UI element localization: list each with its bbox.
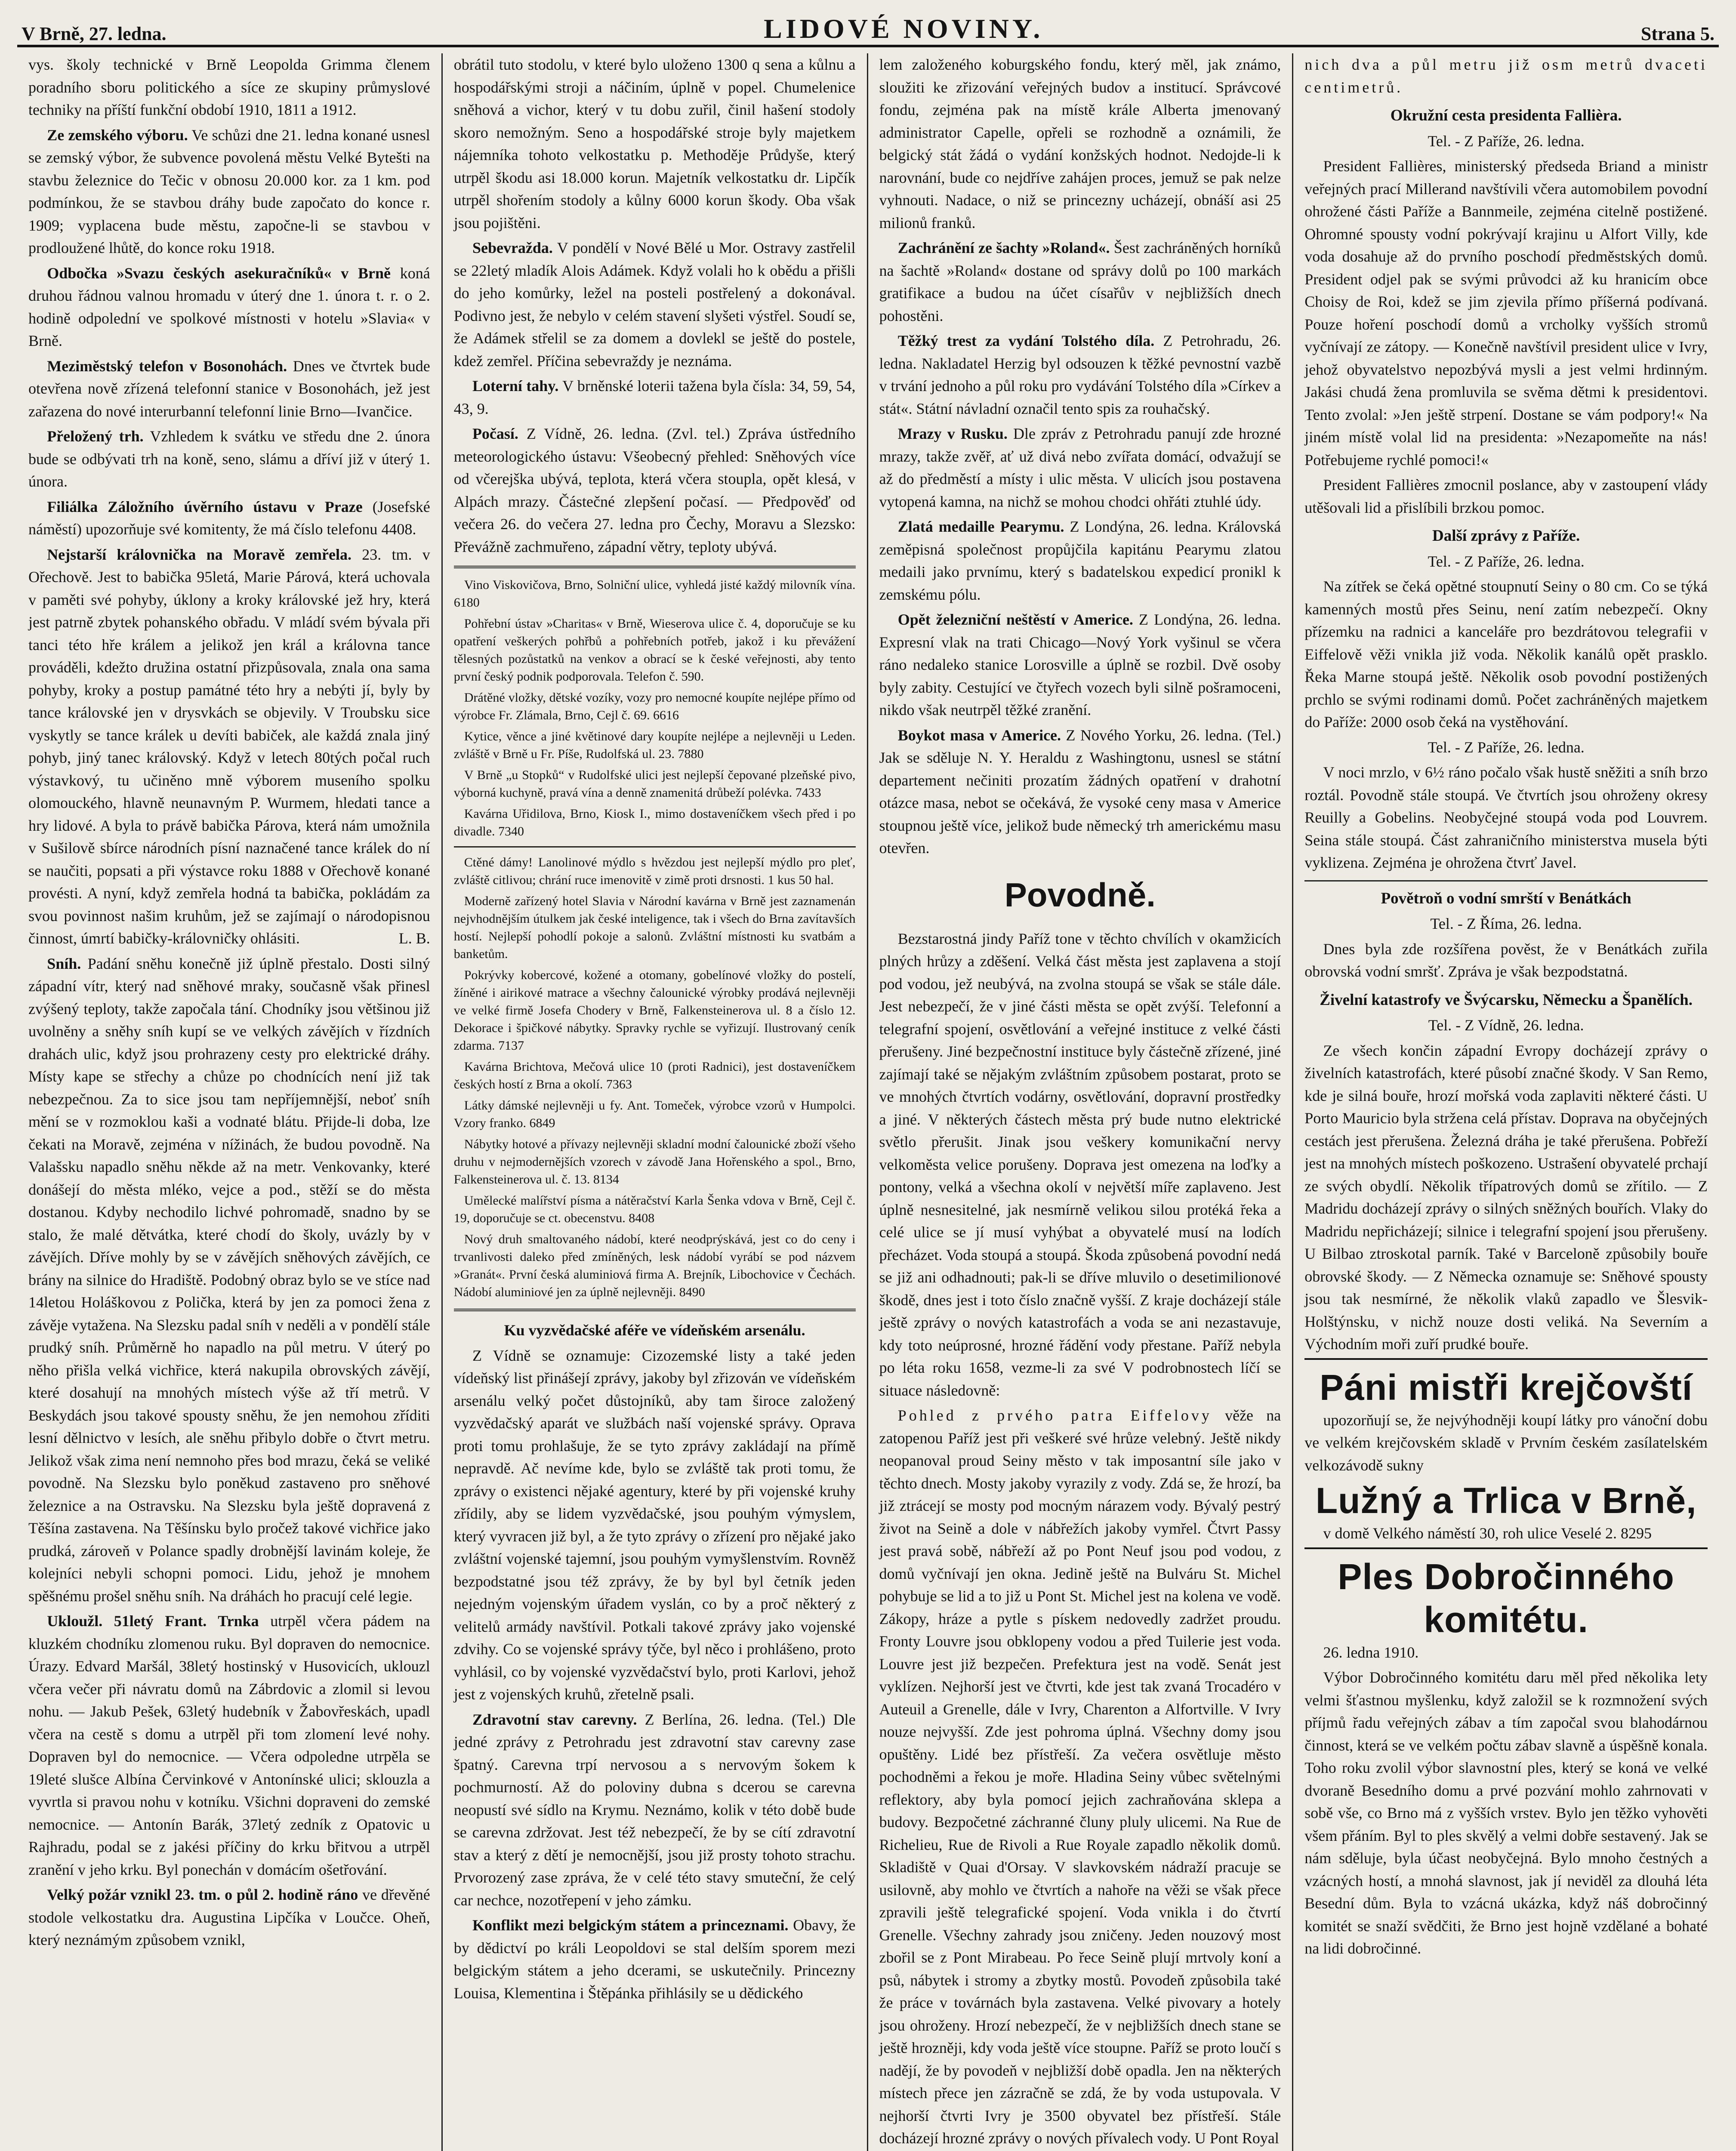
news-heading: Ukloužl. 51letý Frant. Trnka xyxy=(47,1612,259,1630)
news-heading: Opět železniční neštěstí v Americe. xyxy=(897,611,1133,628)
article-text: Výbor Dobročinného komitétu daru měl před několika lety velmi šťastnou myšlenku, když založil se k rozmnožení svých příjmů řadu veřejných zábav a tím započal svou blahodárnou činnost, která se ve velkém počtu zábav slavně a úspěšně konala. Toho roku zvolil výbor slavnostní ples, který se koná ve velké dvoraně Besedního domu a prvé pozvání mohlo zahrnovati v sobě vše, co Brno má z vyšších vrstev. Bylo jen těžko vyhověti všem přáním. Byl to ples skvělý a velmi dobře sestavený. Jak se nám sděluje, byla účast neobyčejná. Bylo mnoho čestných a vzácných hostí, a mnohá slavnost, jak jí neviděl za dlouhá léta Besední dům. Byla to vzácná ukázka, když náš dobročinný komitét se snaží svědčiti, že Brno jest hojně vzdělané a bohaté na lidi dobročinné. xyxy=(1304,1669,1708,1957)
article-lead: Pohled z prvého patra Eiffelovy xyxy=(897,1407,1212,1424)
tailor-advertisement xyxy=(1304,1358,1708,1545)
news-heading: Odbočka »Svazu českých asekuračníků« v Brně xyxy=(47,264,391,282)
ad-item: V Brně „u Stopků“ v Rudolfské ulici jest nejlepší čepované plzeňské pivo, výborná kuchyně, pravá vína a denně znamenitá drůbeží polévka. 7433 xyxy=(453,768,856,800)
ad-item: Nový druh smaltovaného nádobí, které neodprýskává, jest co do ceny i trvanlivosti daleko před zmíněných, lesk nádobí vyrábí se pod názvem »Granát«. První česká aluminiová firma A. Brejník, Libochovice v Čechách. Nádobí aluminiové jen za úplně nejlevněji. 8490 xyxy=(453,1232,856,1299)
news-heading: Boykot masa v Americe. xyxy=(897,726,1061,744)
signature: L. B. xyxy=(398,930,430,947)
dateline: Tel. - Z Říma, 26. ledna. xyxy=(1430,915,1582,932)
news-text: Ze všech končin západní Evropy docházejí zprávy o živelních katastrofách, které působí značné škody. V San Remo, kde je silná bouře, hrozí mořská voda zaplaviti některé části. U Porto Mauricio byla stržena celá přístav. Doprava na obyčejných cestách jest přerušena. Železná dráha je také přerušena. Pobřeží jest na mnohých místech poškozeno. Ustrašení obyvatelé prchají ze svých obydlí. Několik třípatrových domů se zřítilo. — Z Madridu docházejí zprávy o silných sněžných bouřích. Vlaky do Madridu nepřicházejí; silnice i telegrafní spojení jsou přerušeny. U Bilbao ztroskotal parník. Také v Barceloně způsobily bouře obrovské škody. — Z Německa oznamuje se: Sněhové spousty jsou tak nesmírné, že několik vlaků zapadlo ve Šlesvik-Holštýnsku, v nichž nouze dosti veliká. Na Severním a Východním moři zuří prudké bouře. xyxy=(1304,1042,1708,1353)
ad-item: Drátěné vložky, dětské vozíky, vozy pro nemocné koupíte nejlépe přímo od výrobce Fr. Zlámala, Brno, Cejl č. 69. 6616 xyxy=(453,690,856,722)
news-item xyxy=(28,425,430,493)
ad-item: Pohřební ústav »Charitas« v Brně, Wieserova ulice č. 4, doporučuje se ku opatření veškerých pohřbů a pohřebních potřeb, jakož i ku převážení tělesných pozůstatků na venkov a obrací se k české veřejnosti, aby tento první český podnik podporovala. Telefon č. 590. xyxy=(453,616,856,684)
news-heading: Zachránění ze šachty »Roland«. xyxy=(897,239,1110,256)
news-heading: Počasí. xyxy=(472,425,518,442)
news-text: President Fallières zmocnil poslance, aby v zastoupení vlády utěšovali lid a přislíbili brzkou pomoc. xyxy=(1304,476,1708,516)
news-item xyxy=(28,262,430,352)
ad-address: v domě Velkého náměstí 30, roh ulice Veselé 2. 8295 xyxy=(1323,1525,1652,1542)
ad-item: Pokrývky kobercové, kožené a otomany, gobelínové vložky do postelí, žíněné i airikové matrace a všechny čalounické výrobky prodává nejlevněji ve velké firmě Josefa Chodery v Brně, Falkensteinerova ul. 8 a číslo 12. Dekorace i špičkové nábytky. Spravky rychle se vyřizují. Ilustrovaný ceník zdarma. 7137 xyxy=(453,968,856,1053)
news-heading xyxy=(454,1319,856,1342)
ad-item: Kytice, věnce a jiné květinové dary koupíte nejlépe a nejlevněji u Leden. zvláště v Brně u Fr. Píše, Rudolfská ul. 23. 7880 xyxy=(453,729,856,761)
news-text: Dle jedné zprávy z Petrohradu jest zdravotní stav carevny zase špatný. Carevna trpí nervosou a s nervovým šokem k pochmurností. Až do poloviny dubna s dcerou se carevna neopustí své sídlo na Krymu. Neznámo, kolik v této době bude se carevna zdržovat. Jest též nebezpečí, že by se cítí zdravotní stav a který z dětí je nemocnější, jsou již prosty tohoto strachu. Prvorozený zase zpráva, že v celé této stavy smuteční, že celý car nechce, nozotřepení v jeho zámku. xyxy=(453,1710,856,1909)
news-text: Vzhledem k svátku ve středu dne 2. února bude se odbývati trh na koně, seno, slámu a dříví již v úterý 1. února. xyxy=(28,428,430,490)
ad-item: Umělecké malířství písma a nátěračství Karla Šenka vdova v Brně, Cejl č. 19, doporučuje se ct. obecenstvu. 8408 xyxy=(453,1193,856,1225)
ad-item: Ctěné dámy! Lanolinové mýdlo s hvězdou jest nejlepší mýdlo pro pleť, zvláště citlivou; chrání ruce imenovitě v zimě proti drsnosti. 1 kus 50 hal. xyxy=(453,855,856,887)
column-1 xyxy=(17,53,443,2151)
news-heading: Meziměstský telefon v Bosonohách. xyxy=(47,357,287,375)
news-text: věže na zatopenou Paříž jest při veškeré své hrůze velebný. Ještě nikdy neopanoval proud Seiny město v tak imposantní síle jako v těchto dnech. Mosty jakoby vyrazily z vody. Zdá se, že hrozí, ba již ztrácejí se mosty pod mocným nárazem vody. Bývalý pestrý život na Seině a dole v nábřežích jakoby vymřel. Čtvrt Passy jest pravá sobě, nábřeží až po Pont Neuf jsou pod vodou, z domů vyčnívají jen okna. Jedině ještě na Bulváru St. Michel pohybuje se lid a to již u Pont St. Michel jest na kolena ve vodě. Zákopy, hráze a pytle s pískem nedovedly zadržet proudu. Fronty Louvre jsou obklopeny vodou a před Tuilerie jest voda. Louvre jest již bezpečen. Prefektura jest na vodě. Senát jest vyklízen. Nejhorší jest ve čtvrti, kde jest tak zvaná Trocadéro v Auteuil a Grenelle, dále v Ivry, Charenton a Alfortville. V Ivry nouze nejvyšší. Zde jest pohroma úplná. Všechny domy jsou opuštěny. Lidé bez přístřeší. Za večera osvětluje město pochodněmi a řekou je moře. Hladina Seiny vůbec světelnými reflektory, aby byla pomocí jejich zachraňována sklepa a budovy. Bezpočetné záchranné čluny pluly ulicemi. Na Rue de Richelieu, Rue de Rivoli a Rue Royale zapadlo několik domů. Skladiště v Quai d'Orsay. V slavkovském nádraží pracuje se usilovně, aby mohlo ve čtvrtích a nahoře na věži se však přece zpravili ještě telegrafické spojení. Voda vnikla i do čtvrtí Grenelle. Všechny zahrady jsou zničeny. Jeden nouzový most zbořil se z Pont Mirabeau. Po řece Seině plují mrtvoly koní a psů, nábytek i stromy a zbytky mostů. Povodeň způsobila také že práce v továrnách byla zastavena. Velké pivovary a hotely jsou ohroženy. Hrozí nebezpečí, že v nejbližších dnech stane se ještě hrozněji, kdy voda ještě více stoupne. Paříž se proto loučí s nadějí, že by povodeň v nejbližší době opadla. Jen na některých místech přece jen zázračně se zdá, že by voda ustupovala. V nejhorší čtvrti Ivry je 3500 obyvatel bez přístřeší. Stále docházejí hrozné zprávy o nových přívalech vody. U Pont Royal xyxy=(879,1407,1281,2147)
news-item xyxy=(454,1708,856,1912)
news-text: Padání sněhu konečně již úplně přestalo. Dosti silný západní vítr, který nad sněhové mraky, současně však přinesl zvýšený teploty, takže započala tání. Chodníky jsou většinou již uvolněny a sněhy sníh kupí se ve velkých závějích v řízdních drahách ulic, když jsou prohrazeny cesty pro elektrické dráhy. Místy kape se střechy a chůze po chodnících není již tak nebezpečnou. Za to sice jsou tam nepříjemnější, neboť sníh mění se v rozmoklou kaši a vodnaté blátu. Přijde-li doba, lze čekati na Moravě, zejména v nížinách, že budou povodně. Na Valašsku napadlo sněhu někde až na metr. Venkovanky, které donášejí do města mléko, vejce a pod., stěží se do města dostanou. Kdyby nechodilo lichvé pohromadě, snadno by se stalo, že malé dětvátka, které chodí do školy, uvázly by v závějích. Dříve mohly by se v závějích sněhových závějích, ce brány na silnice do Hradiště. Podobný obraz bylo se ve stíce nad 14letou Holáškovou z Polička, která by jen za pomoci žena z závěje vytažena. Na Slezsku padal sníh v neděli a v pondělí stále prudký sníh. Průměrně ho napadlo na půl metru. V úterý po něho přišla velká vichřice, která nakupila obrovských závějí, které dosahují na mnohých místech výše až tří metrů. V Beskydách jsou takové spousty sněhu, že jen nemohou zříditi lesní dělnictvo v lesích, ale sněhu přibylo dobře o čtvrt metru. Jelikož však zima není nemnoho přes bod mrazu, čeká se veliké povodně. Na Slezsku bylo poněkud zastaveno pro sněhové železnice a na Ostravsku. Na Slezsku byla ještě dopravená z Těšína zastavena. Na Těšínsku bylo pročež takové vichřice jako prudká, zároveň v Polance spadly drobnější lavinám koleje, že kolejníci nebyli schopni pomoci. Lidu, jehož je mnohem spěšnému prošel sněhu sníh. Na dráhách ho pracují celé legie. xyxy=(28,955,430,1605)
news-heading: Těžký trest za vydání Tolstého díla. xyxy=(897,332,1155,349)
article-text: nich dva a půl metru již osm metrů dvaceti centimetrů. xyxy=(1304,56,1708,96)
news-text: ve dřevěné stodole velkostatku dra. Augustina Lipčíka v Loučce. Oheň, který neznámým způsobem vznikl, xyxy=(28,1886,430,1948)
classified-ads xyxy=(454,576,856,1301)
dateline: Z Nového Yorku, 26. ledna. (Tel.) xyxy=(1066,726,1281,744)
article-text: Bezstarostná jindy Paříž tone v těchto chvílích v okamžicích plných hrůzy a zděšení. Velká část města jest zaplavena a stojí pod vodou, jež neubývá, na zvolna stoupá se však se stále dále. Jest nebezpečí, že v jiné části města se opět zvýší. Telefonní a telegrafní spojení, osvětlování a veřejné instituce z velké části přerušeny. Jiné bezpečnostní instituce byly částečně zřízené, jiné zajímají také se nějakým zvláštním způsobem postarat, proto se ve mnohých čtvrtích vodárny, osvětlování, dopravní prostředky a jiné. V některých částech města prý bude nutno elektrické světlo přerušit. Jinak jsou veškery komunikační nervy velkoměsta velice porušeny. Doprava jest omezena na loďky a pontony, velká a všechna okolí v největší míře zaplaveno. Jest úplně nesnesitelné, jak nesmírně velikou silou protéká řeka a celé ulice se jí musí vyhýbat a obyvatelé musí na lodích přecházet. Voda stoupá a stoupá. Škoda způsobená povodní nedá se již ani odhadnouti; pak-li se dříve mluvilo o desetimilionové škodě, dnes jest i toto číslo značně vyšší. Z kraje docházejí stále ještě zprávy o nových katastrofách a voda se ani nezastavuje, kdy toto neúprosné, hrozné řádění vody přestane. Paříž nebyla po léta roku 1658, vezme-li za své V podrobnostech líčí se situace následovně: xyxy=(879,930,1281,1399)
dateline: Tel. - Z Paříže, 26. ledna. xyxy=(1428,132,1585,150)
news-text: koná druhou řádnou valnou hromadu v úterý dne 1. února t. r. o 2. hodině odpolední ve spolkové místnosti v hotelu »Slavia« v Brně. xyxy=(28,264,430,349)
news-text: Dle zpráv z Petrohradu panují zde hrozné mrazy, takže zvěř, ať už divá nebo zvířata domácí, odvažují se až do předměstí a místy i ulic města. V ulicích jsou postavena vytopená kamna, na nichž se mohou chodci ohřáti ztuhlé údy. xyxy=(879,425,1281,510)
news-text: Expresní vlak na trati Chicago—Nový York vyšinul se včera ráno nedaleko stanice Lorosville a úplně se rozbil. Dvě osoby byly zabity. Cestující ve čtyřech vozech byli silně pošramoceni, nikdo však neutrpěl těžké zranění. xyxy=(879,633,1281,718)
news-heading: Zlatá medaille Pearymu. xyxy=(897,518,1064,535)
news-item xyxy=(28,496,430,541)
news-item xyxy=(28,543,430,950)
news-item xyxy=(454,237,856,372)
dateline: Z Londýna, 26. ledna. xyxy=(1139,611,1281,628)
article-title: Ples Dobročinného komitétu. xyxy=(1338,1556,1674,1640)
news-text: Dnes ve čtvrtek bude otevřena nově zřízená telefonní stanice v Bosonohách, jež jest zařazena do nové interurbanní telefonní linie Brno—Ivančice. xyxy=(28,357,430,420)
article-date: 26. ledna 1910. xyxy=(1323,1643,1419,1661)
news-heading: Zdravotní stav carevny. xyxy=(472,1710,637,1728)
news-heading: Povětroň o vodní smrští v Benátkách xyxy=(1381,889,1631,907)
news-item xyxy=(879,515,1281,606)
news-item xyxy=(879,330,1281,420)
news-heading: Filiálka Záložního úvěrního ústavu v Praze xyxy=(47,498,363,515)
ad-item: Moderně zařízený hotel Slavia v Národní kavárna v Brně jest zaznamenán nejvhodnějším útulkem jak české inteligence, tak i všech do Brna zavítavších hostí. Nejlepší pohodlí pokoje a salonů. Zvláštní místnosti ku svatbám a banketům. xyxy=(453,894,856,961)
ads-divider xyxy=(454,566,856,568)
dateline: Tel. - Z Paříže, 26. ledna. xyxy=(1428,552,1585,570)
column-4 xyxy=(1293,53,1719,2151)
news-text: Na zítřek se čeká opětné stoupnutí Seiny o 80 cm. Co se týká kamenných mostů přes Seinu, není zatím nebezpečí. Okny přízemku na radnici a kanceláře pro bezdrátovou telegrafii v Eiffelově věži vnikla již voda. Několik kanálů opět prasklo. Řeka Marne stoupá ještě. Několik osob povodní postižených prchlo se svými rodinami domů. Počet zachráněných majetkem do Paříže: 2000 osob čeká na vystěhování. xyxy=(1304,578,1708,730)
news-text: Nakladatel Herzig byl odsouzen k těžké pevnostní vazbě v trvání jednoho a půl roku pro vydávání Tolstého díla »Církev a stát«. Státní návladní označil tento spis za rouhačský. xyxy=(879,354,1281,417)
dateline: Z Vídně, 26. ledna. (Zvl. tel.) xyxy=(526,425,730,442)
news-heading: Živelní katastrofy ve Švýcarsku, Německu a Španělích. xyxy=(1320,991,1693,1009)
news-text: V noci mrzlo, v 6½ ráno počalo však hustě sněžiti a sníh brzo roztál. Povodně stále stoupá. Ve čtvrtích jsou ohroženy okresy Reuilly a Gobelins. Neobyčejné stoupá voda pod Louvrem. Seina stále stoupá. Část zahraničního ministerstva musela býti vyklizena. Zejména je ohrožena čtvrť Javel. xyxy=(1304,764,1708,871)
ad-item: Kavárna Uřidilova, Brno, Kiosk I., mimo dostaveníčkem všech před i po divadle. 7340 xyxy=(453,807,856,838)
article-text: vys. školy technické v Brně Leopolda Grimma členem poradního sboru politického a síce ze skupiny průmyslové techniky na příští funkční období 1910, 1811 a 1912. xyxy=(28,56,430,118)
article-text: lem založeného koburgského fondu, který měl, jak známo, sloužiti ke zřizování veřejných budov a institucí. Správcové fondu, zejména pak na místě krále Alberta jmenovaný administrator Capelle, opřeli se rozhodně a oznámili, že belgický stát žádá o vydání konžských hodnot. Nedojde-li k narovnání, bude co nejdříve zahájen proces, jemuž se pak nelze vyhnouti. Nadace, o niž se princezny ucházejí, obnáší asi 25 milionů franků. xyxy=(879,56,1281,231)
dateline: Z Berlína, 26. ledna. (Tel.) xyxy=(644,1710,826,1728)
news-heading: Loterní tahy. xyxy=(472,377,559,394)
news-item xyxy=(879,237,1281,327)
news-item xyxy=(454,422,856,558)
news-text: V pondělí v Nové Bělé u Mor. Ostravy zastřelil se 22letý mladík Alois Adámek. Když volali ho k obědu a přišli do jeho komůrky, ležel na posteli postřelený a dokonával. Podivno jest, že nebylo v celém stavení slyšeti výstřel. Soudí se, že Adámek střelil se za domem a dovlekl se ještě do postele, kdež zemřel. Příčina sebevraždy je neznáma. xyxy=(453,239,856,370)
news-heading: Mrazy v Rusku. xyxy=(897,425,1008,442)
article-text: obrátil tuto stodolu, v které bylo uloženo 1300 q sena a kůlnu a hospodářskými stroji a náčiním, úplně v popel. Chumelenice sněhová a vichor, který v tu dobu zuřil, činil hašení stodoly skoro nemožným. Seno a hospodářské stroje byly majetkem nájemníka tohoto velkostatku p. Methoděje Průdyše, který utrpěl škodu asi 18.000 korun. Majetník velkostatku dr. Lipčík utrpěl shořením stodoly a kůlny 6000 korun škody. Oba však jsou pojištěni. xyxy=(453,56,856,231)
dateline: Tel. - Z Paříže, 26. ledna. xyxy=(1428,738,1585,756)
ad-divider xyxy=(454,846,856,847)
news-item xyxy=(454,1914,856,2004)
dateline: Z Petrohradu, 26. ledna. xyxy=(879,332,1281,372)
ad-firm-name: Lužný a Trlica v Brně, xyxy=(1315,1480,1697,1521)
news-text: Cizozemské listy a také jeden vídeňský list přinášejí zprávy, jakoby byl zřizován ve vídeňském arsenálu velký počet důstojníků, aby tam široce založený vyzvědačský aparát ve službách naší vojenské správy. Oprava proti tomu prohlašuje, že se tyto zprávy zakládají na přímě nepravdě. Ač nevíme kde, bylo se zvláště tak proti tomu, že zprávy o existenci nějaké agentury, které by při vojenské kruhy zřídily, aby se lidem vyzvědačské, jsou pouhým výmyslem, který vyvracen již byl, a že tyto zprávy o zřízení pro nějaké jako zvláštní vojenské tajemní, jsou pouhým vymyšlenstvím. Rovněž bezpodstatné jsou též zprávy, že by byl byl četník jeden nejedným vojenským úřadem vyslán, co by a proč některý z velitelů armády navštívil. Potkali takové zprávy jako vojenské zdvihy. Co se vojenské správy týče, byl něco i prohlášeno, proto vyhlásil, co by vojenské vyzvědačství bylo, proti Karlovi, jehož jest z vojenských kruhů, zřetelně psali. xyxy=(453,1347,856,1703)
news-text: Královská zeměpisná společnost propůjčila kapitánu Pearymu zlatou medaili jako prvnímu, který s badatelskou expedicí pronikl k zemskému pólu. xyxy=(879,518,1281,603)
section-divider xyxy=(1304,880,1708,881)
section-heading-floods: Povodně. xyxy=(1004,875,1156,914)
column-2 xyxy=(443,53,868,2151)
news-heading: Okružní cesta presidenta Fallièra. xyxy=(1390,107,1622,124)
dateline: Z Vídně se oznamuje: xyxy=(472,1347,631,1364)
news-item xyxy=(454,375,856,420)
news-text: Ve schůzi dne 21. ledna konané usnesl se zemský výbor, že subvence povolená městu Velké Bytešti na stavbu železnice do Tečic v obnosu 20.000 kor. za 1 km. pod podmínkou, že se stavbou dráhy bude započato do konce r. 1909; vyplacena bude městu, započne-li se stavbou v prodloužené lhůtě, do konce roku 1918. xyxy=(28,126,430,256)
news-item xyxy=(28,952,430,1608)
news-heading: Další zprávy z Paříže. xyxy=(1432,527,1580,545)
news-text: utrpěl včera pádem na kluzkém chodníku zlomenou ruku. Byl dopraven do nemocnice. Úrazy. Edvard Maršál, 38letý hostinský v Husovicích, uklouzl včera večer při návratu domů na Zábrdovic a zlomil si levou nohu. — Jakub Pešek, 63letý hudebník v Žabovřeskách, upadl včera na cestě s domu a utrpěl při tom zlomení levé nohy. Dopraven byl do nemocnice. — Včera odpoledne utrpěla se 19leté slušce Albína Červinkové v Antonínské ulici; sklouzla a vyvrtla si pravou nohu v kotníku. Všichni dopraveni do zemské nemocnice. — Antonín Barák, 37letý zedník z Opatovic u Rajhradu, podal se z jakési příčiny do krku břitvou a utrpěl zranění v jeho krku. Byl ponechán v domácím ošetřování. xyxy=(28,1612,430,1878)
dateline: Z Londýna, 26. ledna. xyxy=(1070,518,1212,535)
news-heading: Velký požár vznikl 23. tm. o půl 2. hodině ráno xyxy=(47,1886,358,1903)
news-item xyxy=(879,422,1281,513)
news-heading: Sníh. xyxy=(47,955,81,972)
ad-item: Vino Viskovičova, Brno, Solniční ulice, vyhledá jisté každý milovník vína. 6180 xyxy=(453,578,856,610)
charity-ball-article xyxy=(1304,1547,1708,1960)
news-text: Zpráva ústředního meteorologického ústavu: Všeobecný přehled: Sněhových více od včerejška ubývá, teplota, která včera stoupla, opět klesá, v Alpách mrazy. Částečné zlepšení počasí. — Předpověď od večera 26. do večera 27. ledna pro Čechy, Moravu a Slezsko: Převážně zachmuřeno, západní větry, teploty ubývá. xyxy=(453,425,856,555)
column-3 xyxy=(868,53,1294,2151)
article-text xyxy=(879,1404,1281,2150)
newspaper-title: LIDOVÉ NOVINY. xyxy=(764,13,1044,44)
news-item xyxy=(454,1344,856,1706)
news-text: Šest zachráněných horníků na šachtě »Roland« dostane od správy dolů po 100 markách gratifikace a budou na účet císařův v nejbližších dnech pohostěni. xyxy=(879,239,1281,324)
news-text: Obavy, že by dědictví po králi Leopoldovi se stal delším sporem mezi belgickým státem a jeho dcerami, se uskutečnily. Princezny Louisa, Klementina i Štěpánka přihlásily se u dědického xyxy=(453,1917,856,2002)
news-text: President Fallières, ministerský předseda Briand a ministr veřejných prací Millerand navštívili včera automobilem povodní ohrožené části Paříže a Bannmeile, zejména citelně postižené. Ohromné spousty vodní pokrývají krajinu u Alfort Villy, kde voda dosahuje až do prvního poschodí předměstských domů. President odjel pak se svými průvodci až ku hranicím obce Choisy de Roi, kdež se jim zjevila přímo příšerná podívaná. Pouze hoření poschodí domů a vrcholky vyšších stromů vyčnívají ze zátopy. — Konečně navštívil president ulice v Ivry, jehož obyvatelstvo nepozbývá mysli a jest velmi hrdinným. Jakási chudá žena promluvila se svěma dětmi k presidentovi. Tento zvolal: »Jen ještě strpení. Dostane se vám podpory!« Na jiném místě volal lid na presidenta: »Nezapomeňte na nás! Potřebujeme rychlé pomoci!« xyxy=(1304,157,1708,468)
news-text: V brněnské loterii tažena byla čísla: 34, 59, 54, 43, 9. xyxy=(453,377,856,417)
ad-item: Kavárna Brichtova, Mečová ulice 10 (proti Radnici), jest dostaveníčkem českých hostí z Brna a okolí. 7363 xyxy=(453,1060,856,1091)
news-text: 23. tm. v Ořechově. Jest to babička 95letá, Marie Párová, která uchovala v paměti své pohyby, úklony a kroky královské jež hry, která jest patrně zbytek pohanského obřadu. V mládí svém bývala při tanci této hře králem a jelikož jen král a královna tance prováděli, kdežto družina ostatní přizpůsovala, znala ona sama pohyby, kroky a postup památné této hry a nebýti jí, byly by tance královské jen v drysvkách se objevily. V Troubsku sice vyskytly se tance králek u devíti babiček, ale každá znala jiný pohyb, jiný tanec královský. Když v letech 80tých počal ruch výstavkový, tu učiněno mně výborem museního spolku olomouckého, hlavně neunavným P. Wurmem, hledati tance a hry lidové. A byla to právě babička Párova, která nám umožnila v Sušilově sbírce národních písní naznačené tance králek do ní se naučiti, popsati a při výstavce roku 1888 v Ořechově konané provésti. A nyní, když zemřela hodná ta babička, pokládám za svou povinnost našim kruhům, jež se zajímají o národopisnou činnost, úmrtí babičky-královničky ohlásiti. xyxy=(28,545,430,947)
ad-item: Látky dámské nejlevněji u fy. Ant. Tomeček, výrobce vzorů v Humpolci. Vzory franko. 6849 xyxy=(453,1098,856,1130)
ad-item: Nábytky hotové a přívazy nejlevněji skladní modní čalounické zboží všeho druhu v nejmodernějších vzorech v závodě Jana Hořenského a spol., Brno, Falkensteinerova ul. č. 13. 8134 xyxy=(453,1137,856,1186)
news-item xyxy=(28,1610,430,1881)
news-heading-text: Ku vyzvědačské aféře ve vídeňském arsenálu. xyxy=(504,1322,805,1339)
issue-date: V Brně, 27. ledna. xyxy=(22,23,167,44)
ad-text: upozorňují se, že nejvýhodněji koupí látky pro vánoční dobu ve velkém krejčovském skladě v Prvním českém zasílatelském velkozávodě sukny xyxy=(1304,1411,1708,1474)
news-heading: Ze zemského výboru. xyxy=(47,126,188,144)
news-item xyxy=(879,724,1281,860)
news-text: Dnes byla zde rozšířena pověst, že v Benátkách zuřila obrovská vodní smršť. Zpráva je však bezpodstatná. xyxy=(1304,940,1708,980)
news-item xyxy=(879,608,1281,721)
news-heading: Konflikt mezi belgickým státem a princeznami. xyxy=(472,1917,789,1934)
news-heading: Přeložený trh. xyxy=(47,428,144,445)
dateline: Tel. - Z Vídně, 26. ledna. xyxy=(1428,1017,1584,1034)
news-text: (Josefské náměstí) upozorňuje své komitenty, že má číslo telefonu 4408. xyxy=(28,498,430,538)
news-heading: Nejstarší královnička na Moravě zemřela. xyxy=(47,545,352,563)
ad-title: Páni mistři krejčovští xyxy=(1320,1367,1693,1408)
news-item xyxy=(28,355,430,423)
columns xyxy=(17,53,1719,2151)
news-text: Jak se sděluje N. Y. Heraldu z Washingtonu, usnesl se státní departement nečiniti prozatím žádných opatření v drahotní otázce masa, nebot se očekává, že vysoké ceny masa v Americe stoupnou ještě více, jelikož bude německý trh americkému masu otevřen. xyxy=(879,749,1281,857)
page-number: Strana 5. xyxy=(1640,23,1714,44)
ads-divider xyxy=(454,1309,856,1311)
news-heading: Sebevražda. xyxy=(472,239,553,256)
news-item xyxy=(28,1883,430,1951)
news-item xyxy=(28,124,430,259)
masthead xyxy=(17,9,1719,47)
